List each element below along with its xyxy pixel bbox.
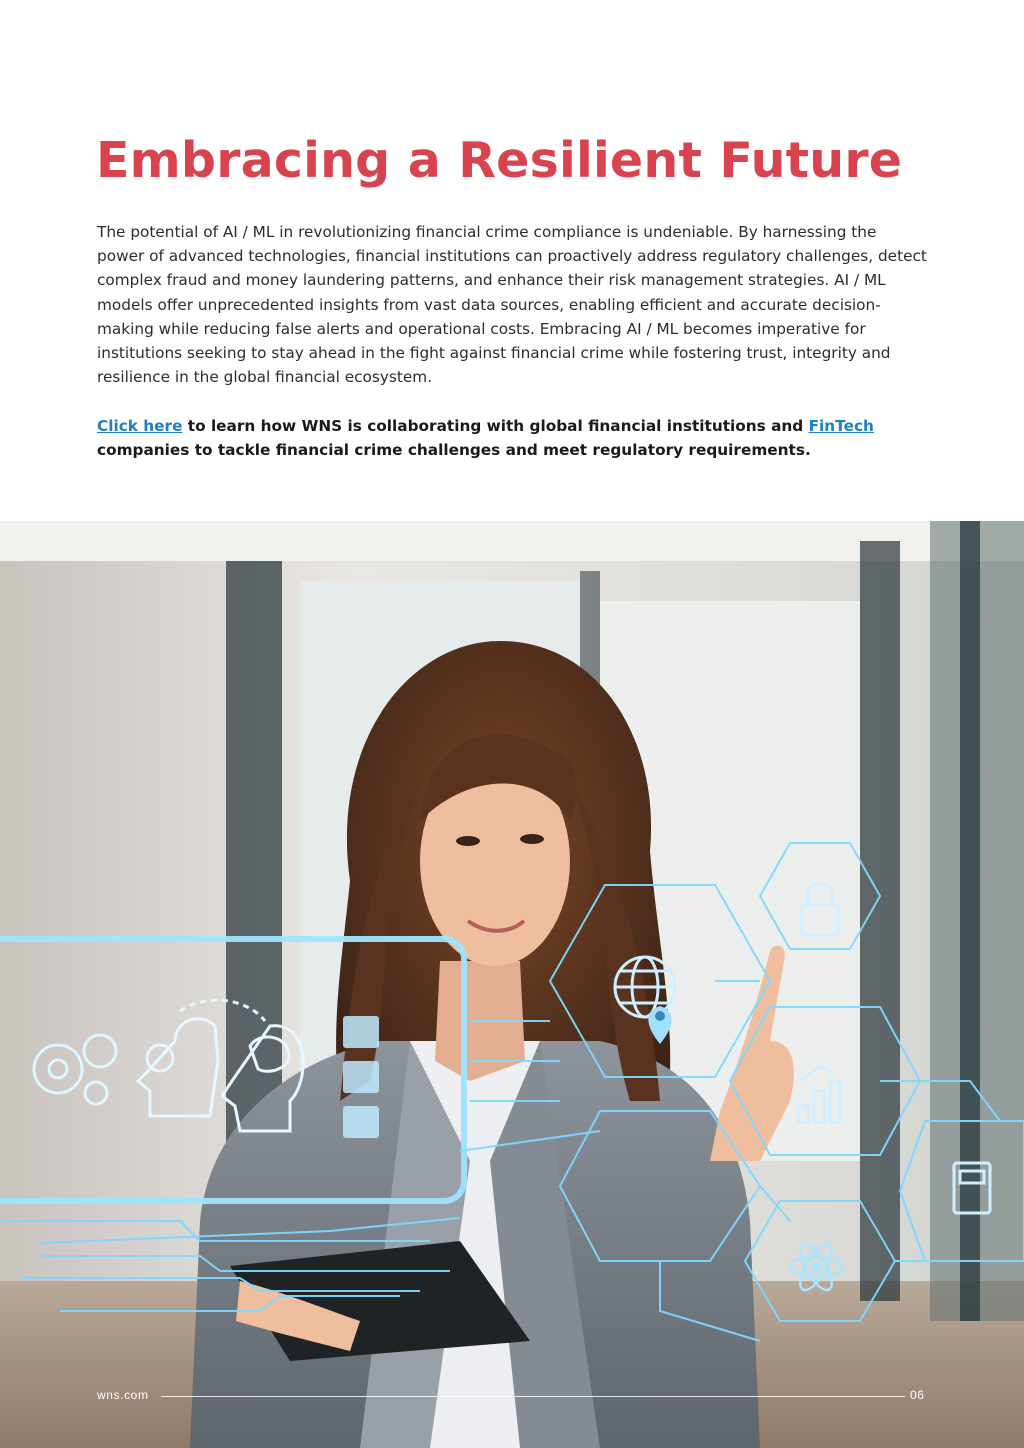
page-number: 06 [910,1388,925,1402]
page-title: Embracing a Resilient Future [96,132,903,189]
folders-icon [343,1016,379,1138]
cta-text-2: companies to tackle financial crime challenges and meet regulatory requirements. [97,441,811,460]
click-here-link[interactable]: Click here [97,417,183,435]
cta-paragraph [97,414,927,462]
hero-photo [0,521,1024,1448]
fintech-link[interactable]: FinTech [808,417,874,435]
footer-divider [161,1396,905,1397]
body-paragraph: The potential of AI / ML in revolutionizing financial crime compliance is undeniable. By harnessing the power of advanced technologies, financial institutions can proactively address regulatory challenges, detect complex fraud and money laundering patterns, and enhance their risk management strategies. AI / ML models offer unprecedented insights from vast data sources, enabling efficient and accurate decision-making while reducing false alerts and operational costs. Embracing AI / ML becomes imperative for institutions seeking to stay ahead in the fight against financial crime while fostering trust, integrity and resilience in the global financial ecosystem. [97,223,927,387]
cta-text-1: to learn how WNS is collaborating with global financial institutions and [182,417,809,435]
footer-site: wns.com [97,1388,149,1402]
